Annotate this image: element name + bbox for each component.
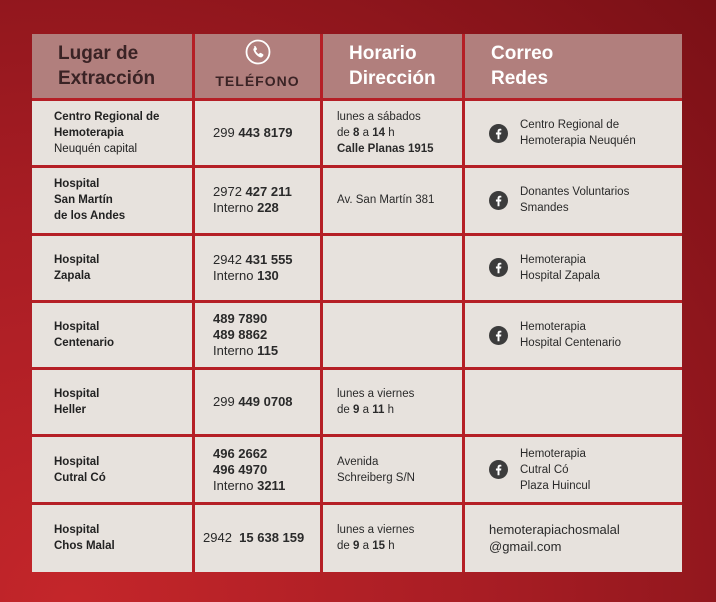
place-line: Hospital xyxy=(54,253,100,266)
phone-prefix: 299 xyxy=(213,125,239,141)
schedule-hours xyxy=(337,402,462,418)
extension xyxy=(213,200,320,216)
schedule-cell xyxy=(323,437,465,504)
social-name xyxy=(520,319,621,351)
place-cell xyxy=(32,236,195,303)
email-cell[interactable] xyxy=(465,505,682,572)
phone-number xyxy=(203,530,320,546)
schedule-pre: de xyxy=(337,127,353,140)
phone-main: 443 8179 xyxy=(238,125,293,141)
schedule-cell xyxy=(323,370,465,437)
social-line: Plaza Huincul xyxy=(520,479,591,492)
phone-cell xyxy=(195,505,323,572)
extension xyxy=(213,343,320,359)
contact-table xyxy=(32,34,682,572)
facebook-icon xyxy=(489,460,508,479)
phone-cell xyxy=(195,168,323,235)
phone-main: 431 555 xyxy=(245,251,293,267)
address: Calle Planas 1915 xyxy=(337,143,434,156)
social-cell[interactable] xyxy=(465,303,682,370)
phone-prefix: 2942 xyxy=(213,251,246,267)
social-cell[interactable] xyxy=(465,101,682,168)
schedule-days: lunes a viernes xyxy=(337,524,415,537)
phone-cell xyxy=(195,101,323,168)
place-cell xyxy=(32,370,195,437)
social-cell[interactable] xyxy=(465,437,682,504)
schedule-cell xyxy=(323,168,465,235)
header-schedule-line2: Dirección xyxy=(349,68,436,89)
schedule-start: 9 xyxy=(353,540,360,553)
schedule-cell xyxy=(323,303,465,370)
schedule-days: lunes a sábados xyxy=(337,111,421,124)
phone-cell xyxy=(195,370,323,437)
social-name xyxy=(520,446,590,494)
extension-number: 228 xyxy=(257,200,279,216)
schedule-cell xyxy=(323,505,465,572)
schedule-cell xyxy=(323,101,465,168)
email-line[interactable]: @gmail.com xyxy=(489,539,562,555)
schedule-start: 8 xyxy=(353,127,360,140)
phone-main: 489 8862 xyxy=(213,327,268,343)
social-line: Hemoterapia xyxy=(520,321,586,334)
place-line: Zapala xyxy=(54,269,91,282)
header-contact xyxy=(465,34,682,101)
place-line: Cutral Có xyxy=(54,471,106,484)
address-line: Avenida xyxy=(337,455,379,468)
place-line: Hospital xyxy=(54,178,100,191)
place-line: Hospital xyxy=(54,524,100,537)
header-place xyxy=(32,34,195,101)
schedule-hours xyxy=(337,538,462,554)
schedule-mid: a xyxy=(359,127,373,140)
place-line: Centro Regional de xyxy=(54,111,160,124)
schedule-cell xyxy=(323,236,465,303)
social-line: Hemoterapia xyxy=(520,447,586,460)
phone-main: 427 211 xyxy=(245,184,292,200)
place-cell xyxy=(32,437,195,504)
phone-number xyxy=(213,184,320,200)
header-place-line1: Lugar de xyxy=(58,43,139,64)
social-line: Hemoterapia Neuquén xyxy=(520,135,636,148)
extension xyxy=(213,478,320,494)
phone-cell xyxy=(195,236,323,303)
social-cell[interactable] xyxy=(465,236,682,303)
phone-icon xyxy=(245,39,271,65)
place-line: de los Andes xyxy=(54,210,126,223)
social-line: Cutral Có xyxy=(520,463,569,476)
social-name xyxy=(520,252,600,284)
phone-main: 489 7890 xyxy=(213,311,268,327)
facebook-icon xyxy=(489,326,508,345)
extension-label: Interno xyxy=(213,343,258,359)
extension-number: 3211 xyxy=(257,477,286,493)
phone-prefix: 299 xyxy=(213,394,239,410)
extension-label: Interno xyxy=(213,200,258,216)
schedule-start: 9 xyxy=(353,404,360,417)
extension-number: 130 xyxy=(257,267,279,283)
extension-number: 115 xyxy=(257,343,279,359)
place-line: Hospital xyxy=(54,455,100,468)
facebook-icon xyxy=(489,191,508,210)
phone-cell xyxy=(195,437,323,504)
social-line: Donantes Voluntarios xyxy=(520,186,630,199)
phone-main: 496 4970 xyxy=(213,461,268,477)
place-line: Centenario xyxy=(54,337,115,350)
schedule-end: 11 xyxy=(372,404,385,417)
schedule-post: h xyxy=(384,404,394,417)
social-cell[interactable] xyxy=(465,168,682,235)
place-line: Hospital xyxy=(54,388,100,401)
phone-cell xyxy=(195,303,323,370)
social-cell xyxy=(465,370,682,437)
schedule-days: lunes a viernes xyxy=(337,388,415,401)
phone-main: 15 638 159 xyxy=(239,530,305,546)
schedule-pre: de xyxy=(337,540,353,553)
header-phone xyxy=(195,34,323,101)
extension-label: Interno xyxy=(213,477,258,493)
social-line: Hospital Zapala xyxy=(520,269,600,282)
facebook-icon xyxy=(489,258,508,277)
place-line: San Martín xyxy=(54,194,113,207)
place-line: Hospital xyxy=(54,321,100,334)
header-phone-label: TELÉFONO xyxy=(215,72,300,89)
header-contact-line2: Redes xyxy=(491,68,549,89)
header-schedule-line1: Horario xyxy=(349,43,417,64)
phone-number xyxy=(213,394,320,410)
place-cell xyxy=(32,101,195,168)
header-schedule xyxy=(323,34,465,101)
social-name xyxy=(520,117,636,149)
social-line: Hemoterapia xyxy=(520,253,586,266)
place-sub: Neuquén capital xyxy=(54,143,138,156)
phone-prefix: 2972 xyxy=(213,184,246,200)
schedule-post: h xyxy=(385,540,395,553)
facebook-icon xyxy=(489,124,508,143)
header-contact-line1: Correo xyxy=(491,43,554,64)
place-line: Chos Malal xyxy=(54,540,115,553)
phone-number xyxy=(213,125,320,141)
phone-number xyxy=(213,252,320,268)
place-line: Heller xyxy=(54,404,86,417)
social-line: Hospital Centenario xyxy=(520,337,622,350)
schedule-end: 14 xyxy=(372,127,385,140)
phone-main: 449 0708 xyxy=(238,394,293,410)
social-line: Centro Regional de xyxy=(520,119,620,132)
address-line: Schreiberg S/N xyxy=(337,471,415,484)
phone-main: 496 2662 xyxy=(213,445,268,461)
place-line: Hemoterapia xyxy=(54,127,124,140)
social-line: Smandes xyxy=(520,202,569,215)
extension xyxy=(213,268,320,284)
schedule-mid: a xyxy=(359,540,373,553)
social-name xyxy=(520,184,629,216)
schedule-hours xyxy=(337,125,462,141)
schedule-mid: a xyxy=(359,404,373,417)
place-cell xyxy=(32,168,195,235)
schedule-pre: de xyxy=(337,404,353,417)
phone-prefix: 2942 xyxy=(203,530,240,546)
header-place-line2: Extracción xyxy=(58,68,156,89)
address: Av. San Martín 381 xyxy=(337,194,435,207)
schedule-end: 15 xyxy=(372,540,385,553)
extension-label: Interno xyxy=(213,267,258,283)
place-cell xyxy=(32,505,195,572)
email-line[interactable]: hemoterapiachosmalal xyxy=(489,522,620,538)
schedule-post: h xyxy=(385,127,395,140)
place-cell xyxy=(32,303,195,370)
